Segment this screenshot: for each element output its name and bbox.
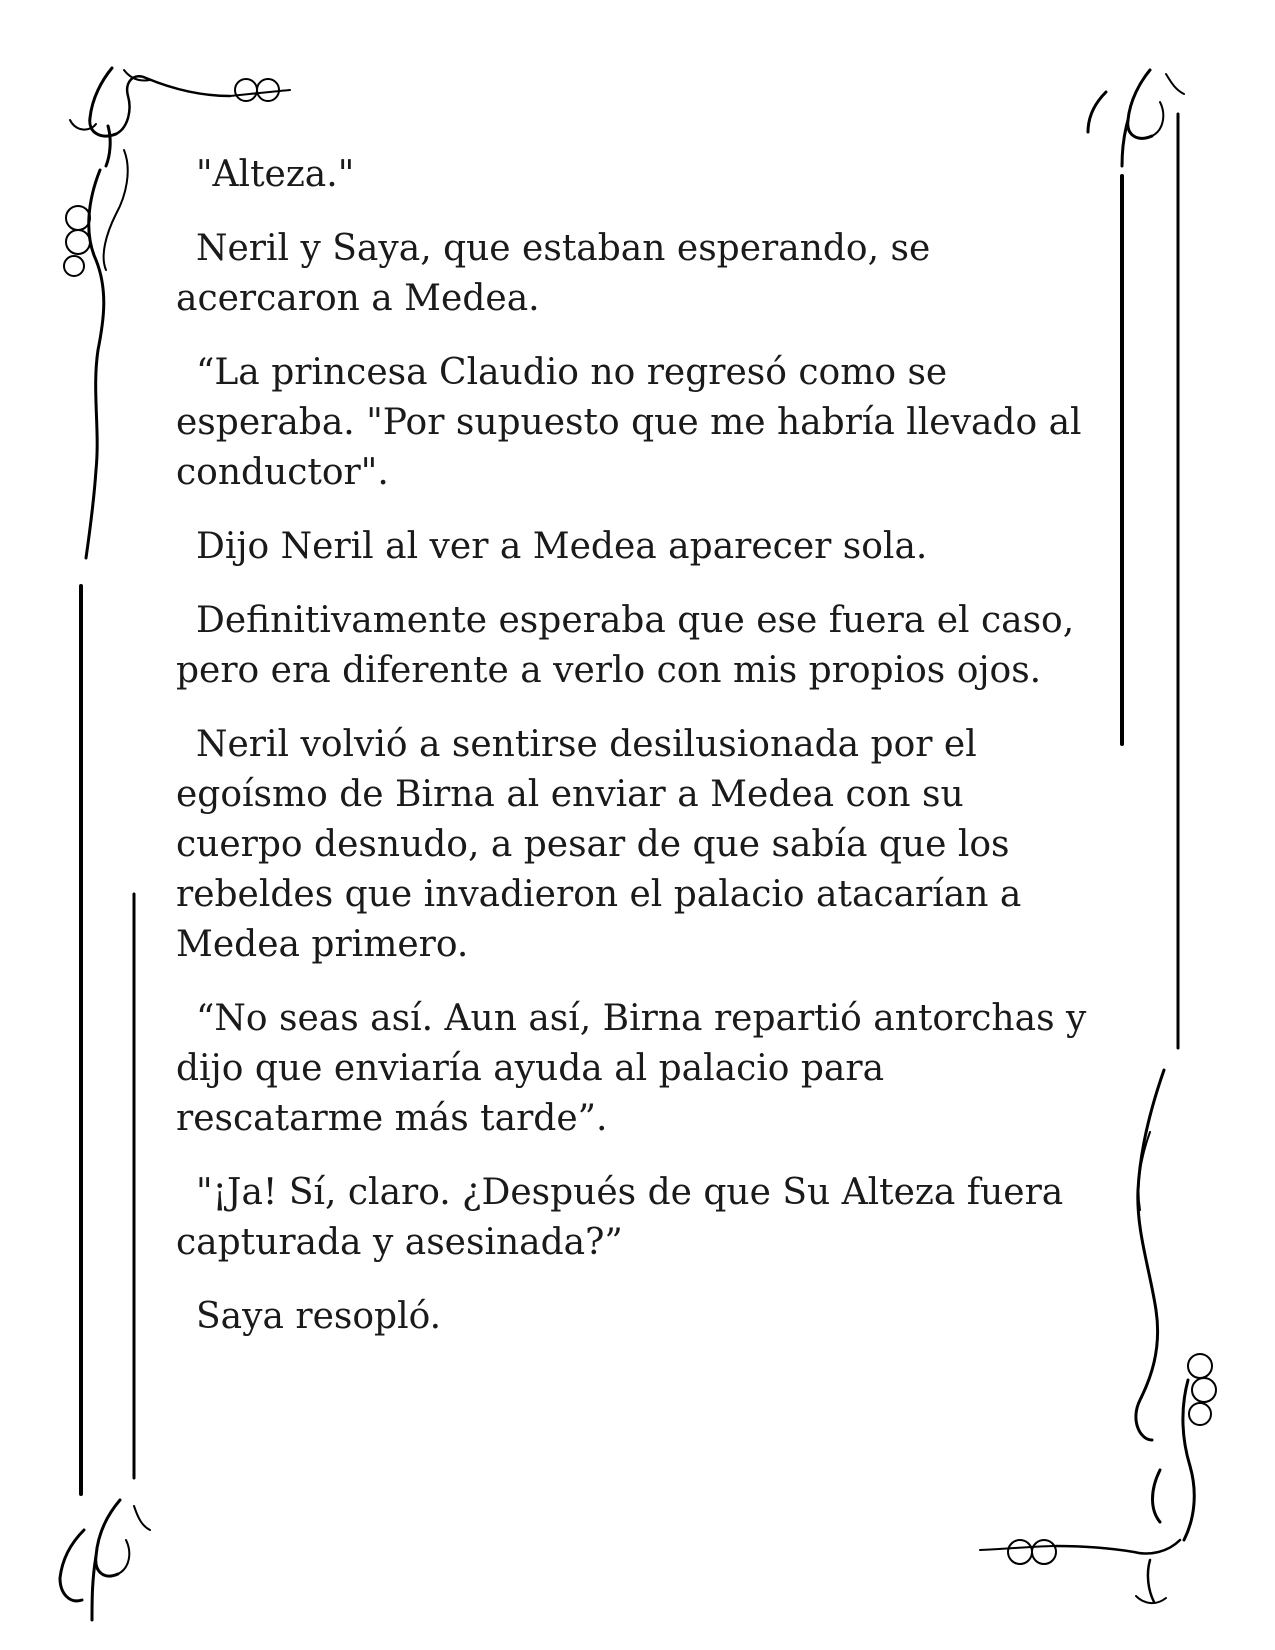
paragraph: “La princesa Claudio no regresó como se esperaba. "Por supuesto que me habría llevado al conductor".: [176, 352, 1082, 493]
flourish-bottom-left: [60, 1500, 150, 1620]
paragraph: "¡Ja! Sí, claro. ¿Después de que Su Alteza fuera capturada y asesinada?”: [176, 1172, 1064, 1263]
paragraph: Neril y Saya, que estaban esperando, se acercaron a Medea.: [176, 228, 931, 319]
paragraph: Neril volvió a sentirse desilusionada por el egoísmo de Birna al enviar a Medea con su cuerpo desnudo, a pesar de que sabía que los rebeldes que invadieron el palacio atacarían a Medea primero.: [176, 724, 1022, 965]
paragraph: "Alteza.": [196, 154, 355, 195]
flourish-top-right: [1088, 70, 1184, 166]
paragraph: Dijo Neril al ver a Medea aparecer sola.: [196, 526, 928, 567]
paragraph: “No seas así. Aun así, Birna repartió antorchas y dijo que enviaría ayuda al palacio para rescatarme más tarde”.: [176, 998, 1087, 1139]
body-text: [176, 150, 1096, 1366]
paragraph: Saya resopló.: [196, 1296, 442, 1337]
paragraph: Definitivamente esperaba que ese fuera el caso, pero era diferente a verlo con mis propios ojos.: [176, 600, 1075, 691]
